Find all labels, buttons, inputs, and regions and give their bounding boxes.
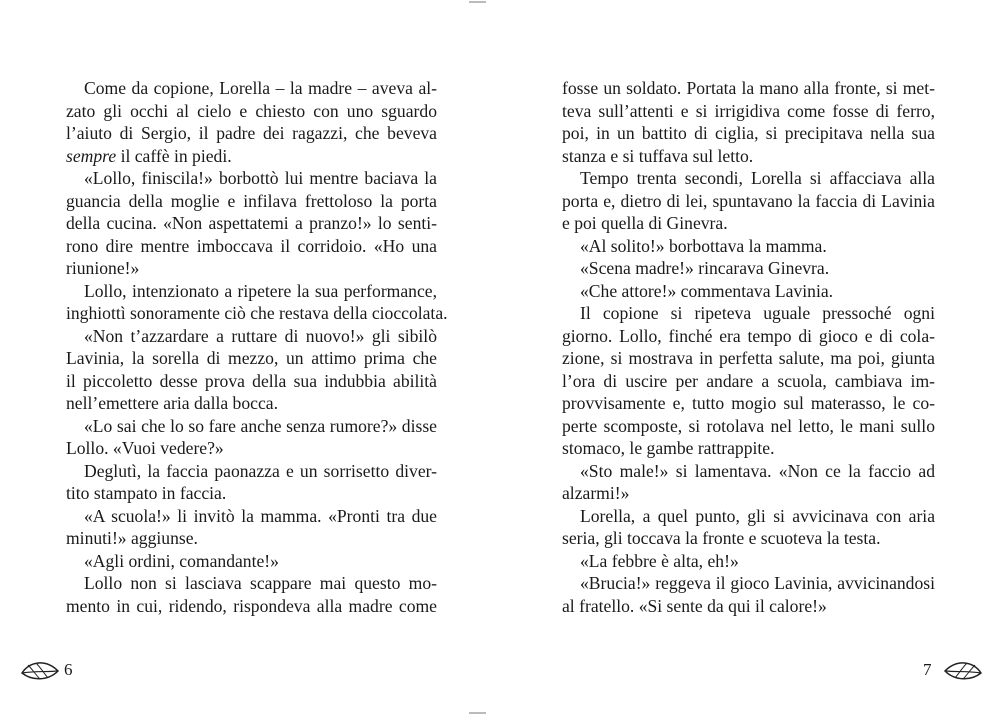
text-line: «Brucia!» reggeva il gioco Lavinia, avvicinandosi — [580, 573, 935, 593]
text-line: «Lollo, finiscila!» borbottò lui mentre baciava la — [84, 168, 437, 188]
text-line: «Lo sai che lo so fare anche senza rumore?» disse — [84, 415, 437, 436]
text-line: «Sto male!» si lamentava. «Non ce la faccio ad — [580, 460, 935, 481]
text-line: nell’emettere aria dalla bocca. — [66, 393, 278, 413]
text-line: stanza e si tuffava sul letto. — [562, 145, 754, 166]
text-line: stomaco, le gambe rattrappite. — [562, 438, 775, 458]
text-line: poi, in un battito di ciglia, si precipitava nella sua — [562, 123, 935, 143]
top-crop-mark — [469, 1, 486, 3]
text-line: Lollo, intenzionato a ripetere la sua performance, — [84, 280, 437, 301]
text-line: fosse un soldato. Portata la mano alla fronte, si met- — [562, 78, 935, 98]
text-line: «Che attore!» commentava Lavinia. — [580, 280, 834, 301]
text-line: guancia della moglie e infilava frettoloso la porta — [66, 190, 437, 211]
text-line: Lollo non si lasciava scappare mai questo mo- — [84, 573, 437, 593]
text-line: «La febbre è alta, eh!» — [580, 550, 739, 571]
left-page-text — [66, 77, 448, 617]
text-line: Tempo trenta secondi, Lorella si affacciava alla — [580, 168, 935, 188]
leaf-icon — [20, 659, 60, 683]
text-line: perte scomposte, si rotolava nel letto, le mani sullo — [562, 415, 935, 436]
text-line: al fratello. «Si sente da qui il calore!» — [562, 595, 827, 616]
text-line: tito stampato in faccia. — [66, 483, 227, 503]
text-line: «Scena madre!» rincarava Ginevra. — [580, 258, 830, 278]
text-line: inghiottì sonoramente ciò che restava della cioccolata. — [66, 303, 448, 323]
text-line: Come da copione, Lorella – la madre – aveva al- — [84, 78, 437, 98]
text-line: rono dire mentre imboccava il corridoio. «Ho una — [66, 235, 437, 256]
text-line: teva sull’attenti e si irrigidiva come fosse di ferro, — [562, 100, 935, 121]
text-line: della cucina. «Non aspettatemi a pranzo!» lo senti- — [66, 213, 437, 233]
text-line: e poi quella di Ginevra. — [562, 213, 728, 233]
text-line: «Agli ordini, comandante!» — [84, 550, 279, 571]
text-line: provvisamente e, tutto mogio sul materasso, le co- — [562, 393, 935, 413]
text-line: l’ora di uscire per andare a scuola, cambiava im- — [562, 370, 935, 391]
text-line: Lavinia, la sorella di mezzo, un attimo prima che — [66, 348, 437, 368]
text-line: sempre il caffè in piedi. — [66, 145, 232, 166]
text-line: Il copione si ripeteva uguale pressoché ogni — [580, 303, 935, 323]
text-line: riunione!» — [66, 258, 140, 278]
text-line: porta e, dietro di lei, spuntavano la faccia di Lavinia — [562, 190, 935, 211]
text-line: zione, si mostrava in perfetta salute, ma poi, giunta — [562, 348, 935, 368]
text-line: mento in cui, ridendo, rispondeva alla madre come — [66, 595, 437, 616]
text-line: Deglutì, la faccia paonazza e un sorrisetto diver- — [84, 460, 437, 481]
text-line: l’aiuto di Sergio, il padre dei ragazzi, che beveva — [66, 123, 437, 143]
text-line: «Non t’azzardare a ruttare di nuovo!» gli sibilò — [84, 325, 437, 346]
text-line: «Al solito!» borbottava la mamma. — [580, 235, 827, 256]
text-line: Lorella, a quel punto, gli si avvicinava con aria — [580, 505, 935, 526]
text-line: alzarmi!» — [562, 483, 630, 503]
text-line: Lollo. «Vuoi vedere?» — [66, 438, 224, 458]
page-number-right: 7 — [923, 660, 932, 679]
text-line: «A scuola!» li invitò la mamma. «Pronti tra due — [84, 505, 437, 526]
text-line: zato gli occhi al cielo e chiesto con uno sguardo — [66, 100, 437, 121]
text-line: il piccoletto desse prova della sua indubbia abilità — [66, 370, 437, 391]
leaf-icon — [943, 659, 983, 683]
bottom-crop-mark — [469, 712, 486, 714]
page-number-left: 6 — [64, 660, 73, 679]
text-line: minuti!» aggiunse. — [66, 528, 198, 548]
text-line: seria, gli toccava la fronte e scuoteva la testa. — [562, 528, 881, 548]
text-line: giorno. Lollo, finché era tempo di gioco e di cola- — [562, 325, 935, 346]
right-page-text — [562, 77, 935, 617]
